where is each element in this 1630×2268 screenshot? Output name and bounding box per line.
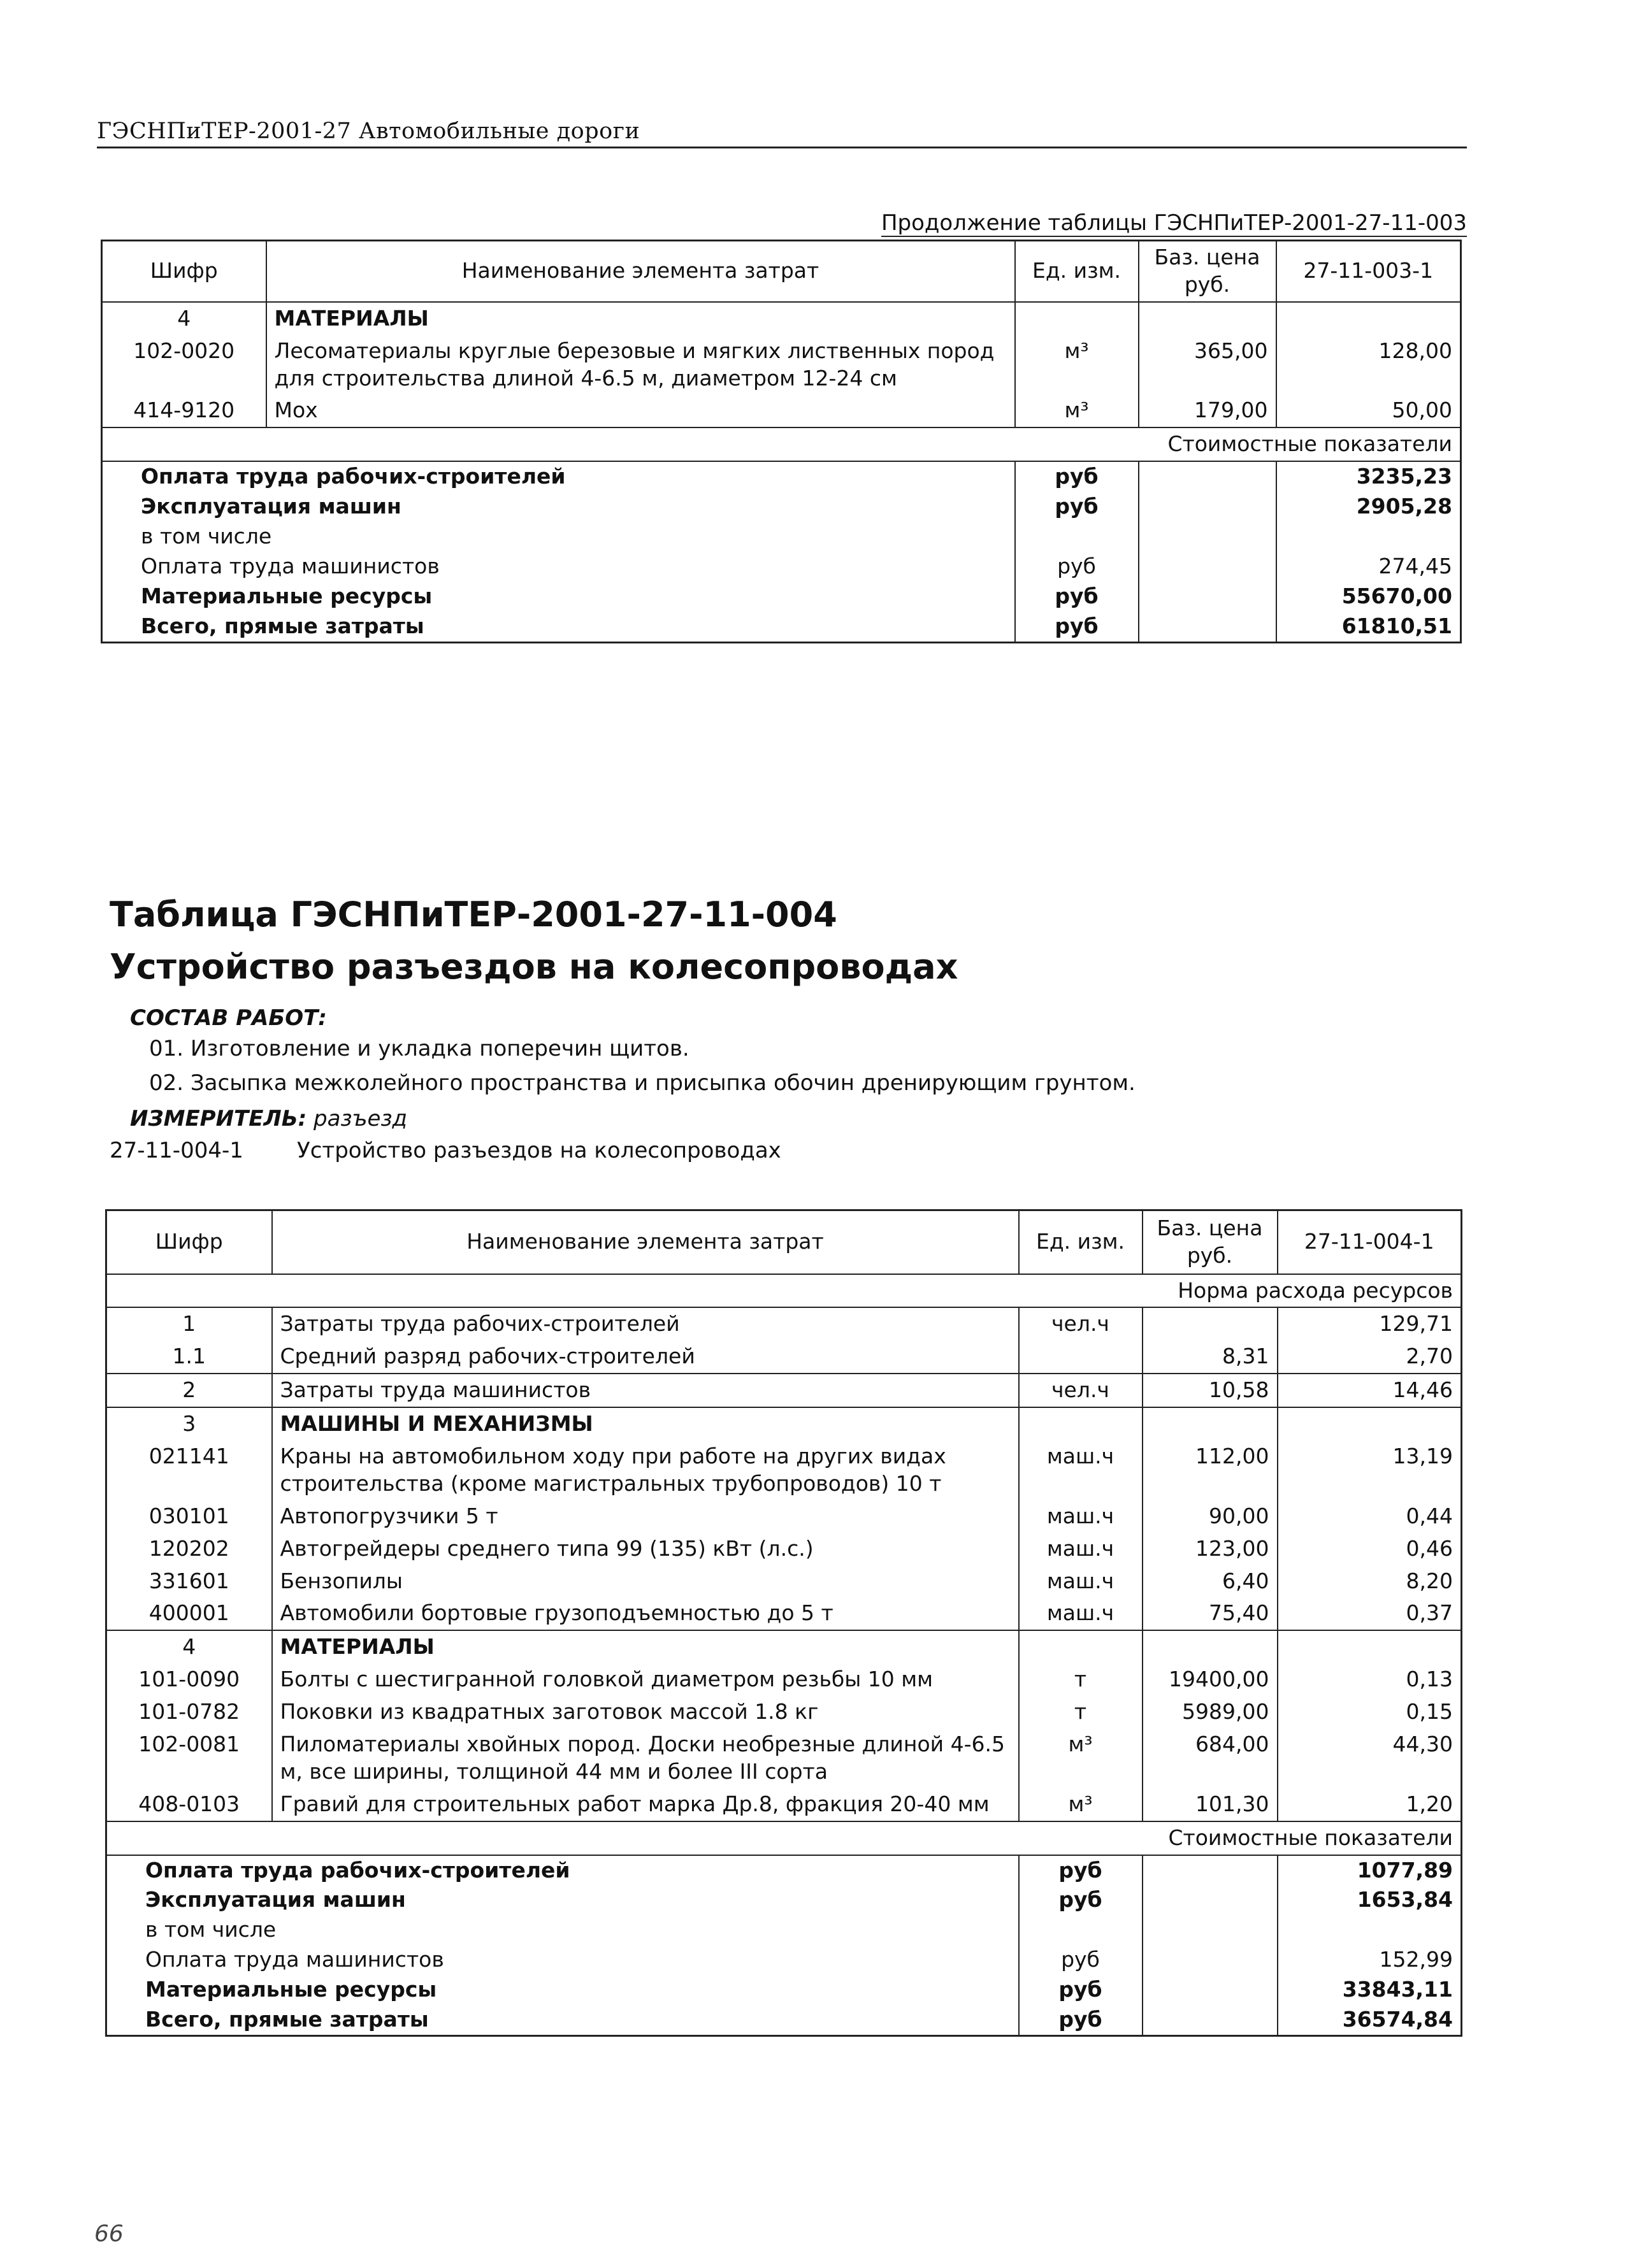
section-name: МАШИНЫ И МЕХАНИЗМЫ — [272, 1407, 1019, 1440]
col-code-header: Шифр — [106, 1210, 272, 1274]
summary-unit: руб — [1019, 1855, 1143, 1886]
summary-unit: руб — [1019, 1885, 1143, 1915]
summary-value: 1077,89 — [1278, 1855, 1462, 1886]
row-unit: м³ — [1019, 1728, 1143, 1788]
row-value: 1,20 — [1278, 1788, 1462, 1821]
section-name: МАТЕРИАЛЫ — [272, 1630, 1019, 1663]
table-row — [106, 1307, 1462, 1340]
row-name: Мох — [266, 394, 1015, 427]
summary-row — [106, 1885, 1462, 1915]
summary-row — [102, 492, 1461, 522]
col-name-header: Наименование элемента затрат — [266, 241, 1015, 302]
row-price: 101,30 — [1143, 1788, 1278, 1821]
row-code: 030101 — [148, 1503, 229, 1528]
col-unit-header: Ед. изм. — [1015, 241, 1139, 302]
work-item: 01. Изготовление и укладка поперечин щитов. — [149, 1036, 689, 1061]
summary-row — [106, 1915, 1462, 1945]
row-name: Бензопилы — [272, 1565, 1019, 1598]
summary-name: Оплата труда рабочих-строителей — [106, 1855, 1019, 1886]
summary-value: 274,45 — [1276, 552, 1461, 582]
summary-name: Материальные ресурсы — [141, 583, 433, 608]
row-name: Автогрейдеры среднего типа 99 (135) кВт (л.с.) — [272, 1533, 1019, 1565]
summary-name: Материальные ресурсы — [145, 1977, 437, 2002]
col-price-header: Баз. цена руб. — [1143, 1210, 1278, 1274]
machines-section-row — [106, 1407, 1462, 1440]
row-code: 1 — [106, 1307, 272, 1340]
summary-row — [106, 1975, 1462, 2005]
summary-unit — [1019, 1915, 1143, 1945]
row-unit: маш.ч — [1019, 1440, 1143, 1500]
summary-name: Всего, прямые затраты — [141, 613, 424, 638]
table-row — [106, 1374, 1462, 1407]
row-price — [1143, 1307, 1278, 1340]
row-code: 120202 — [148, 1535, 229, 1561]
col-name-header: Наименование элемента затрат — [272, 1210, 1019, 1274]
row-name: Лесоматериалы круглые березовые и мягких лиственных пород для строительства длиной 4-6.5 м, диаметром 12-24 см — [266, 335, 1015, 395]
norm-header: Норма расхода ресурсов — [106, 1274, 1462, 1308]
section-subtitle: Устройство разъездов на колесопроводах — [110, 947, 958, 987]
row-unit: маш.ч — [1019, 1565, 1143, 1598]
row-unit: м³ — [1019, 1788, 1143, 1821]
summary-value: 3235,23 — [1276, 461, 1461, 492]
summary-name: Всего, прямые затраты — [145, 2006, 429, 2032]
row-price: 90,00 — [1143, 1500, 1278, 1533]
row-price: 8,31 — [1143, 1340, 1278, 1374]
col-norm-header: 27-11-003-1 — [1276, 241, 1461, 302]
norm-line — [110, 1138, 781, 1163]
row-price: 123,00 — [1143, 1533, 1278, 1565]
summary-name: Оплата труда машинистов — [145, 1947, 444, 1972]
row-unit: маш.ч — [1019, 1500, 1143, 1533]
meter-label: ИЗМЕРИТЕЛЬ: — [130, 1106, 307, 1131]
summary-name: Оплата труда рабочих-строителей — [102, 461, 1015, 492]
row-unit: маш.ч — [1019, 1597, 1143, 1630]
row-value: 0,46 — [1278, 1533, 1462, 1565]
summary-name: в том числе — [141, 524, 272, 549]
summary-unit: руб — [1019, 2005, 1143, 2035]
summary-value: 36574,84 — [1278, 2005, 1462, 2035]
section-number: 3 — [106, 1407, 272, 1440]
table-row — [106, 1728, 1462, 1788]
row-value: 0,37 — [1278, 1597, 1462, 1630]
summary-unit: руб — [1019, 1975, 1143, 2005]
row-value: 0,15 — [1278, 1696, 1462, 1728]
table2-header-row — [106, 1210, 1462, 1274]
summary-row — [102, 582, 1461, 612]
table2 — [105, 1209, 1462, 2037]
col-norm-header: 27-11-004-1 — [1278, 1210, 1462, 1274]
summary-unit: руб — [1019, 1945, 1143, 1975]
meter-value: разъезд — [314, 1106, 408, 1131]
header-title: ГЭСНПиТЕР-2001-27 Автомобильные дороги — [97, 118, 640, 144]
summary-value: 61810,51 — [1276, 612, 1461, 642]
summary-value — [1276, 522, 1461, 552]
summary-row — [106, 1855, 1462, 1886]
norm-code: 27-11-004-1 — [110, 1138, 243, 1163]
work-label: СОСТАВ РАБОТ: — [130, 1005, 327, 1031]
row-name: Пиломатериалы хвойных пород. Доски необрезные длиной 4-6.5 м, все ширины, толщиной 44 мм и более III сорта — [272, 1728, 1019, 1788]
row-price: 75,40 — [1143, 1597, 1278, 1630]
summary-name: Оплата труда машинистов — [141, 553, 440, 578]
summary-row — [106, 2005, 1462, 2035]
meter-line — [130, 1106, 407, 1131]
row-value: 129,71 — [1278, 1307, 1462, 1340]
summary-value: 1653,84 — [1278, 1885, 1462, 1915]
row-name: Краны на автомобильном ходу при работе на других видах строительства (кроме магистральных трубопроводов) 10 т — [272, 1440, 1019, 1500]
summary-unit: руб — [1015, 492, 1139, 522]
summary-value: 2905,28 — [1276, 492, 1461, 522]
summary-row — [102, 612, 1461, 642]
section-title: Таблица ГЭСНПиТЕР-2001-27-11-004 — [110, 894, 837, 935]
row-unit: маш.ч — [1019, 1533, 1143, 1565]
page-number: 66 — [94, 2221, 124, 2247]
col-code-header: Шифр — [102, 241, 266, 302]
row-value: 44,30 — [1278, 1728, 1462, 1788]
table1-section-row — [102, 302, 1461, 335]
row-value: 128,00 — [1276, 335, 1461, 395]
table-row — [102, 335, 1461, 395]
summary-unit: руб — [1015, 612, 1139, 642]
row-price: 10,58 — [1143, 1374, 1278, 1407]
summary-name: Эксплуатация машин — [141, 494, 401, 519]
summary-row — [106, 1945, 1462, 1975]
summary-unit: руб — [1015, 582, 1139, 612]
row-code: 400001 — [148, 1600, 229, 1626]
col-unit-header: Ед. изм. — [1019, 1210, 1143, 1274]
row-value: 0,13 — [1278, 1663, 1462, 1696]
row-value: 0,44 — [1278, 1500, 1462, 1533]
table1-continuation: Продолжение таблицы ГЭСНПиТЕР-2001-27-11-003 — [881, 210, 1467, 236]
table1 — [101, 240, 1462, 643]
row-value: 14,46 — [1278, 1374, 1462, 1407]
row-value: 13,19 — [1278, 1440, 1462, 1500]
table-row — [106, 1500, 1462, 1533]
materials-section-row — [106, 1630, 1462, 1663]
row-price: 19400,00 — [1143, 1663, 1278, 1696]
row-price: 5989,00 — [1143, 1696, 1278, 1728]
table-row — [106, 1565, 1462, 1598]
summary-unit — [1015, 522, 1139, 552]
table1-cost-header-row — [102, 427, 1461, 461]
row-price: 112,00 — [1143, 1440, 1278, 1500]
row-code: 101-0782 — [138, 1699, 240, 1725]
summary-row — [102, 522, 1461, 552]
cost-header: Стоимостные показатели — [102, 427, 1461, 461]
row-name: Затраты труда машинистов — [272, 1374, 1019, 1407]
table-row — [106, 1696, 1462, 1728]
row-code: 2 — [106, 1374, 272, 1407]
table-row — [106, 1597, 1462, 1630]
table2-norm-header-row — [106, 1274, 1462, 1308]
row-unit: м³ — [1015, 394, 1139, 427]
section-number: 4 — [177, 305, 191, 331]
row-name: Затраты труда рабочих-строителей — [272, 1307, 1019, 1340]
row-code: 101-0090 — [138, 1667, 240, 1692]
row-price: 6,40 — [1143, 1565, 1278, 1598]
row-name: Средний разряд рабочих-строителей — [272, 1340, 1019, 1374]
summary-row — [102, 552, 1461, 582]
table-row — [106, 1440, 1462, 1500]
row-value: 2,70 — [1278, 1340, 1462, 1374]
row-name: Автомобили бортовые грузоподъемностью до 5 т — [272, 1597, 1019, 1630]
summary-row — [102, 461, 1461, 492]
table-row — [106, 1788, 1462, 1821]
row-unit: чел.ч — [1019, 1307, 1143, 1340]
row-unit: чел.ч — [1019, 1374, 1143, 1407]
summary-name: Эксплуатация машин — [145, 1887, 406, 1913]
summary-value: 33843,11 — [1278, 1975, 1462, 2005]
table1-header-row — [102, 241, 1461, 302]
summary-value: 152,99 — [1278, 1945, 1462, 1975]
table-row — [102, 394, 1461, 427]
row-price: 179,00 — [1139, 394, 1276, 427]
summary-value: 55670,00 — [1276, 582, 1461, 612]
table-row — [106, 1533, 1462, 1565]
row-price: 365,00 — [1139, 335, 1276, 395]
row-value: 50,00 — [1276, 394, 1461, 427]
row-name: Болты с шестигранной головкой диаметром резьбы 10 мм — [272, 1663, 1019, 1696]
row-code: 021141 — [148, 1443, 229, 1468]
summary-name: в том числе — [145, 1917, 277, 1942]
work-item: 02. Засыпка межколейного пространства и присыпка обочин дренирующим грунтом. — [149, 1070, 1136, 1096]
col-price-header: Баз. цена руб. — [1139, 241, 1276, 302]
row-price: 684,00 — [1143, 1728, 1278, 1788]
row-unit: м³ — [1015, 335, 1139, 395]
row-unit: т — [1019, 1663, 1143, 1696]
summary-unit: руб — [1015, 461, 1139, 492]
row-code: 1.1 — [172, 1344, 206, 1369]
row-code: 102-0081 — [138, 1731, 240, 1756]
row-code: 102-0020 — [133, 338, 235, 363]
row-code: 408-0103 — [138, 1791, 240, 1816]
row-value: 8,20 — [1278, 1565, 1462, 1598]
section-name: МАТЕРИАЛЫ — [266, 302, 1015, 335]
summary-unit: руб — [1015, 552, 1139, 582]
section-number: 4 — [106, 1630, 272, 1663]
row-code: 414-9120 — [133, 398, 235, 423]
table-row — [106, 1663, 1462, 1696]
page-header — [97, 118, 1467, 148]
summary-value — [1278, 1915, 1462, 1945]
row-name: Поковки из квадратных заготовок массой 1.8 кг — [272, 1696, 1019, 1728]
table2-cost-header-row — [106, 1821, 1462, 1855]
norm-name: Устройство разъездов на колесопроводах — [297, 1138, 781, 1163]
row-code: 331601 — [148, 1568, 229, 1593]
row-unit: т — [1019, 1696, 1143, 1728]
row-name: Гравий для строительных работ марка Др.8, фракция 20-40 мм — [272, 1788, 1019, 1821]
row-name: Автопогрузчики 5 т — [272, 1500, 1019, 1533]
row-unit — [1019, 1340, 1143, 1374]
table-row — [106, 1340, 1462, 1374]
cost-header: Стоимостные показатели — [106, 1821, 1462, 1855]
